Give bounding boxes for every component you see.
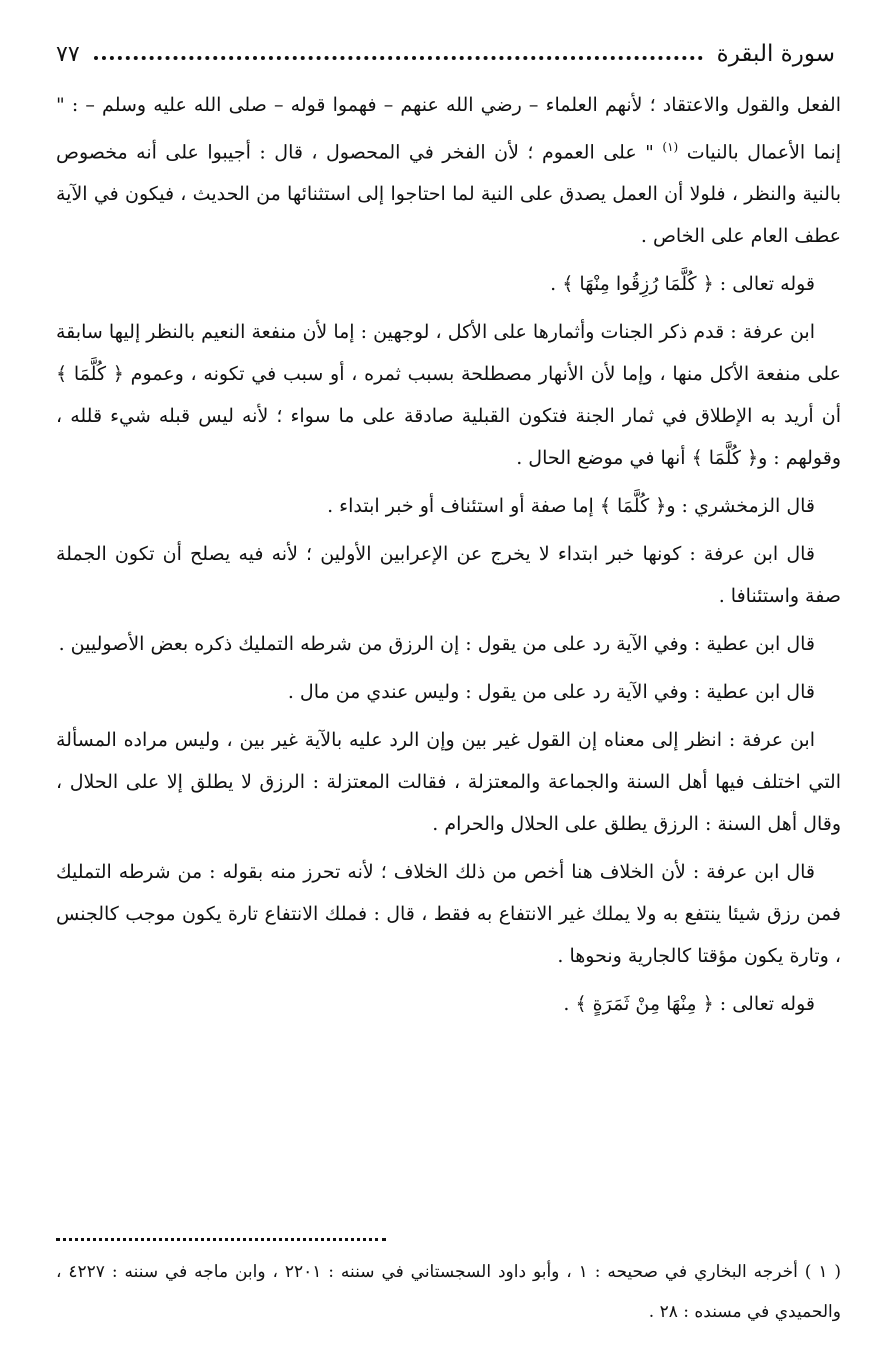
paragraph-1-head: الفعل والقول والاعتقاد ؛ لأنهم العلماء – رضي الله عنهم – فهموا قوله – صلى الله عليه وسلم – : " إنما الأعمال بالنيات <box>56 94 842 164</box>
header-dotted-rule <box>94 56 703 60</box>
footnote-reference: (١) <box>662 140 679 154</box>
page-body <box>56 84 841 1031</box>
paragraph-8: قال ابن عرفة : لأن الخلاف هنا أخص من ذلك الخلاف ؛ لأنه تحرز منه بقوله : من شرطه التمليك فمن رزق شيئا ينتفع به ولا يملك غير الانتفاع به فقط ، قال : فملك الانتفاع تارة يكون موجب كالجنس ، وتارة يكون مؤقتا كالجارية ونحوها . <box>56 861 841 968</box>
page-number: ٧٧ <box>56 41 80 67</box>
running-title: سورة البقرة <box>716 41 835 67</box>
paragraph-6: قال ابن عطية : وفي الآية رد على من يقول : وليس عندي من مال . <box>287 681 815 704</box>
paragraph-4: قال ابن عرفة : كونها خبر ابتداء لا يخرج عن الإعرابين الأولين ؛ لأنه فيه يصلح أن تكون الجملة صفة واستئنافا . <box>56 543 841 608</box>
paragraph-1 <box>56 84 841 257</box>
footnote-1: ( ١ ) أخرجه البخاري في صحيحه : ١ ، وأبو داود السجستاني في سننه : ٢٢٠١ ، وابن ماجه في سننه : ٤٢٢٧ ، والحميدي في مسنده : ٢٨ . <box>56 1262 842 1322</box>
page-header <box>56 34 835 74</box>
paragraph-1-tail: " على العموم ؛ لأن الفخر في المحصول ، قال : أجيبوا على أنه مخصوص بالنية والنظر ، فلولا أن العمل يصدق على النية لما احتاجوا إلى استثنائها من الحديث ، فيكون في الآية عطف العام على الخاص . <box>56 141 841 248</box>
footnote-separator <box>56 1238 386 1241</box>
paragraph-3: قال الزمخشري : و﴿ كُلَّمَا ﴾ إما صفة أو استئناف أو خبر ابتداء . <box>327 495 815 518</box>
footnotes <box>56 1252 841 1332</box>
quran-verse-2: قوله تعالى : ﴿ مِنْهَا مِنْ ثَمَرَةٍ ﴾ . <box>563 993 815 1016</box>
quran-verse-1: قوله تعالى : ﴿ كُلَّمَا رُزِقُوا مِنْهَا ﴾ . <box>550 273 815 296</box>
paragraph-2: ابن عرفة : قدم ذكر الجنات وأثمارها على الأكل ، لوجهين : إما لأن منفعة النعيم بالنظر إليها سابقة على منفعة الأكل منها ، وإما لأن الأنهار مصطلحة بسبب ثمره ، أو سبب في تكونه ، وعموم ﴿ كُلَّمَا ﴾ أن أريد به الإطلاق في ثمار الجنة فتكون القبلية صادقة على ما سواء ؛ لأنه ليس قبله شيء قلله ، وقولهم : و﴿ كُلَّمَا ﴾ أنها في موضع الحال . <box>56 321 841 470</box>
paragraph-7: ابن عرفة : انظر إلى معناه إن القول غير بين وإن الرد عليه بالآية غير بين ، وليس مراده المسألة التي اختلف فيها أهل السنة والجماعة والمعتزلة ، فقالت المعتزلة : الرزق لا يطلق إلا على الحلال ، وقال أهل السنة : الرزق يطلق على الحلال والحرام . <box>56 729 841 836</box>
paragraph-5: قال ابن عطية : وفي الآية رد على من يقول : إن الرزق من شرطه التمليك ذكره بعض الأصوليين . <box>58 633 815 656</box>
